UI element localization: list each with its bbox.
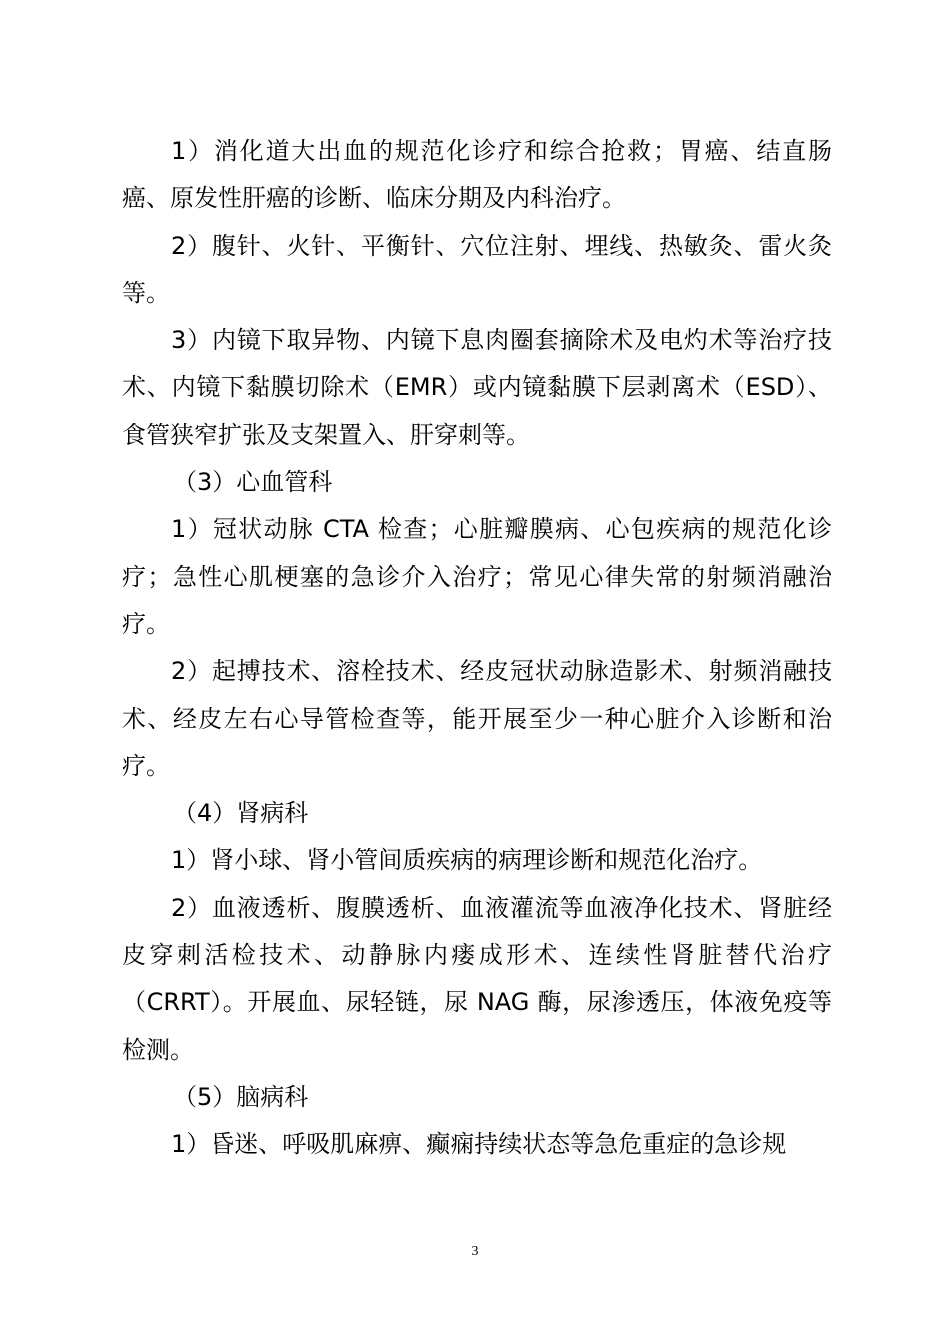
paragraph-item: 2）腹针、火针、平衡针、穴位注射、埋线、热敏灸、雷火灸等。 [122,231,832,307]
document-body [122,128,832,1169]
paragraph-item: 1）消化道大出血的规范化诊疗和综合抢救；胃癌、结直肠癌、原发性肝癌的诊断、临床分期及内科治疗。 [122,137,832,213]
section-heading: （5）脑病科 [173,1082,309,1111]
page-number: 3 [471,1244,479,1259]
paragraph-item: 3）内镜下取异物、内镜下息肉圈套摘除术及电灼术等治疗技术、内镜下黏膜切除术（EMR）或内镜黏膜下层剥离术（ESD）、食管狭窄扩张及支架置入、肝穿刺等。 [122,326,832,449]
section-heading: （3）心血管科 [173,468,333,497]
paragraph-item: 1）肾小球、肾小管间质疾病的病理诊断和规范化治疗。 [171,846,763,875]
paragraph-item: 1）冠状动脉 CTA 检查；心脏瓣膜病、心包疾病的规范化诊疗；急性心肌梗塞的急诊介入治疗；常见心律失常的射频消融治疗。 [122,515,832,638]
paragraph-item: 1）昏迷、呼吸肌麻痹、癫痫持续状态等急危重症的急诊规 [171,1130,787,1159]
paragraph-item: 2）起搏技术、溶栓技术、经皮冠状动脉造影术、射频消融技术、经皮左右心导管检查等，能开展至少一种心脏介入诊断和治疗。 [122,657,832,780]
paragraph-item: 2）血液透析、腹膜透析、血液灌流等血液净化技术、肾脏经皮穿刺活检技术、动静脉内瘘成形术、连续性肾脏替代治疗（CRRT）。开展血、尿轻链，尿 NAG 酶，尿渗透压，体液免疫等检测。 [122,893,832,1064]
section-heading: （4）肾病科 [173,799,309,828]
